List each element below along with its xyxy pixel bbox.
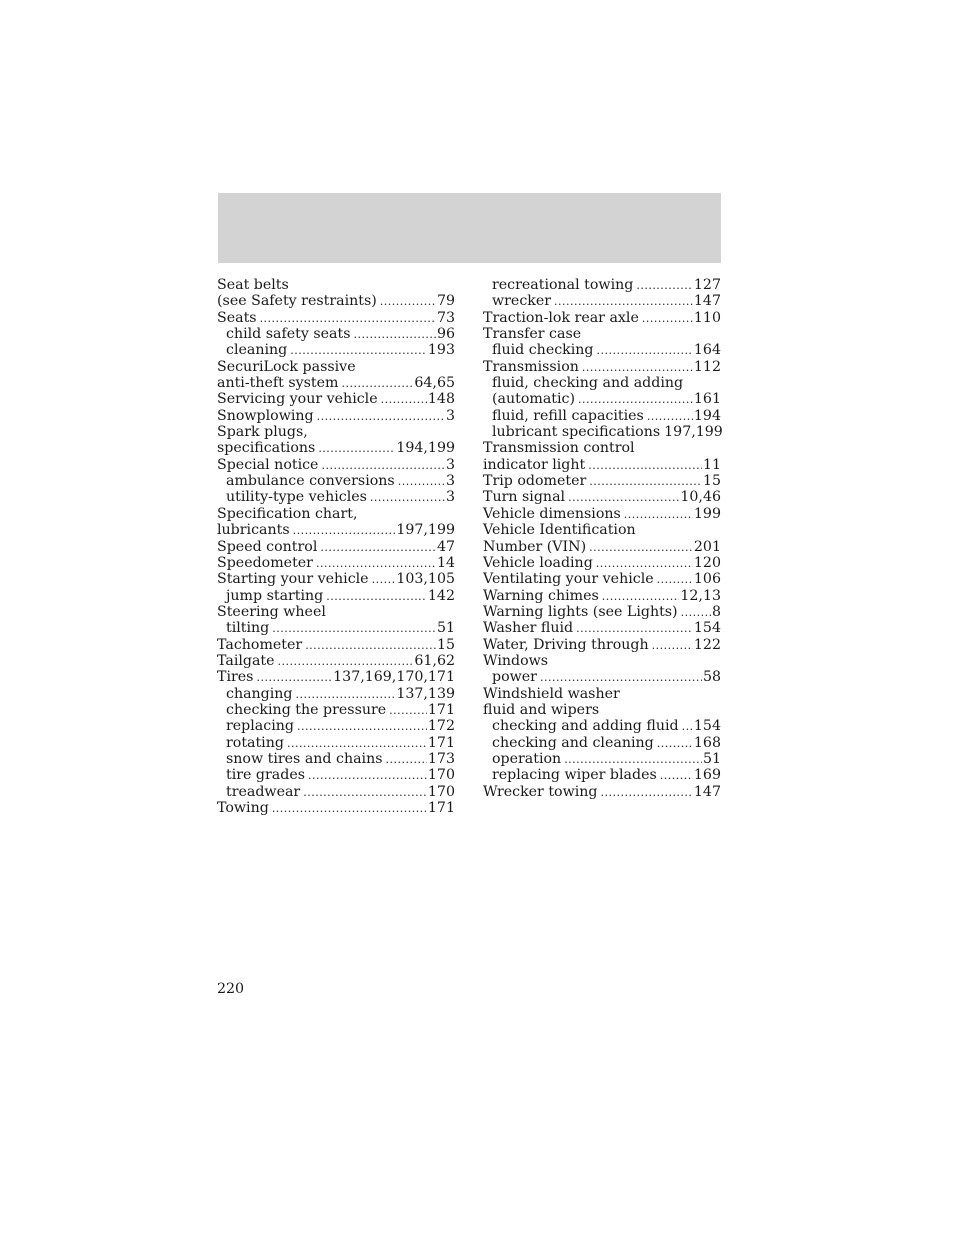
index-entry-term: checking and cleaning xyxy=(492,734,654,751)
index-entry-page: 14 xyxy=(436,554,455,571)
dot-leader xyxy=(381,392,427,408)
index-entry xyxy=(483,506,721,522)
index-entry xyxy=(483,620,721,636)
index-entry-term: Transfer case xyxy=(483,326,582,343)
index-entry-term: fluid checking xyxy=(492,342,594,359)
index-entry-term: checking and adding fluid xyxy=(492,718,679,735)
dot-leader xyxy=(660,768,693,784)
index-entry-term: Seats xyxy=(217,309,257,326)
dot-leader xyxy=(370,490,445,506)
index-entry-term: jump starting xyxy=(226,587,324,604)
index-entry-page: 154 xyxy=(693,620,721,637)
index-entry-term: rotating xyxy=(226,734,284,751)
index-entry-term: lubricant specifications xyxy=(492,424,661,441)
dot-leader xyxy=(297,719,427,735)
index-entry xyxy=(483,751,721,767)
dot-leader xyxy=(272,801,427,817)
index-entry-page: 47 xyxy=(436,538,455,555)
index-entry-page: 12,13 xyxy=(680,587,721,604)
index-entry-page: 79 xyxy=(436,293,455,310)
index-entry-term: Speedometer xyxy=(217,554,313,571)
index-entry-page: 161 xyxy=(693,391,721,408)
index-entry-term: tire grades xyxy=(226,767,306,784)
index-entry-page: 58 xyxy=(702,669,721,686)
index-entry xyxy=(483,555,721,571)
index-entry-page: 110 xyxy=(693,309,721,326)
index-entry xyxy=(217,718,455,734)
index-entry xyxy=(217,473,455,489)
dot-leader xyxy=(389,703,427,719)
index-entry xyxy=(217,277,455,293)
index-entry-term: indicator light xyxy=(483,456,586,473)
index-entry xyxy=(217,571,455,587)
index-entry-term: Number (VIN) xyxy=(483,538,587,555)
index-entry-term: ambulance conversions xyxy=(226,473,395,490)
index-entry xyxy=(483,473,721,489)
dot-leader xyxy=(554,294,693,310)
index-entry-page: 8 xyxy=(711,603,721,620)
index-entry xyxy=(483,718,721,734)
index-entry xyxy=(483,702,721,718)
dot-leader xyxy=(576,621,693,637)
index-entry-term: Starting your vehicle xyxy=(217,571,369,588)
index-entry xyxy=(217,751,455,767)
index-entry xyxy=(483,440,721,456)
index-entry-page: 168 xyxy=(693,734,721,751)
index-entry xyxy=(483,359,721,375)
index-entry-term: fluid, checking and adding xyxy=(492,375,684,392)
index-entry-term: changing xyxy=(226,685,293,702)
index-entry-term: cleaning xyxy=(226,342,288,359)
page-number: 220 xyxy=(217,981,245,997)
dot-leader xyxy=(624,507,693,523)
index-entry-page: 120 xyxy=(693,554,721,571)
dot-leader xyxy=(372,572,396,588)
index-entry xyxy=(483,489,721,505)
index-entry xyxy=(483,588,721,604)
dot-leader xyxy=(682,719,693,735)
index-entry-term: Vehicle dimensions xyxy=(483,505,621,522)
dot-leader xyxy=(602,589,680,605)
index-entry-page: 10,46 xyxy=(680,489,721,506)
dot-leader xyxy=(308,768,427,784)
index-entry-term: Vehicle loading xyxy=(483,554,593,571)
dot-leader xyxy=(652,638,693,654)
index-entry xyxy=(217,767,455,783)
index-entry-term: checking the pressure xyxy=(226,701,387,718)
index-entry-page: 147 xyxy=(693,783,721,800)
dot-leader xyxy=(303,785,427,801)
index-entry-term: Vehicle Identification xyxy=(483,522,636,539)
dot-leader xyxy=(305,638,436,654)
index-entry-term: Warning chimes xyxy=(483,587,599,604)
index-entry-term: specifications xyxy=(217,440,316,457)
index-entry xyxy=(483,784,721,800)
index-entry-page: 11 xyxy=(702,456,721,473)
index-entry xyxy=(217,457,455,473)
index-entry xyxy=(483,637,721,653)
index-entry-term: Towing xyxy=(217,800,269,816)
index-entry xyxy=(217,424,455,440)
index-entry-term: anti-theft system xyxy=(217,375,339,392)
index-entry xyxy=(483,767,721,783)
index-entry-term: Windshield washer xyxy=(483,685,620,702)
index-entry-term: fluid, refill capacities xyxy=(492,407,644,424)
dot-leader xyxy=(256,670,332,686)
index-entry-page: 3 xyxy=(445,489,455,506)
dot-leader xyxy=(287,736,427,752)
index-entry xyxy=(217,391,455,407)
index-entry-term: Speed control xyxy=(217,538,318,555)
index-entry xyxy=(483,457,721,473)
index-entry-page: 170 xyxy=(427,767,455,784)
dot-leader xyxy=(317,409,445,425)
index-entry-page: 61,62 xyxy=(414,652,455,669)
index-entry xyxy=(217,555,455,571)
index-entry-term: SecuriLock passive xyxy=(217,358,356,375)
index-entry xyxy=(217,489,455,505)
header-band xyxy=(218,193,721,263)
index-entry-page: 96 xyxy=(436,326,455,343)
dot-leader xyxy=(647,409,693,425)
dot-leader xyxy=(353,327,435,343)
dot-leader xyxy=(657,736,693,752)
index-entry-term: operation xyxy=(492,750,562,767)
index-entry-term: Specification chart, xyxy=(217,505,358,522)
index-entry xyxy=(483,522,721,538)
index-entry xyxy=(217,539,455,555)
index-entry-page: 169 xyxy=(693,767,721,784)
index-entry-term: recreational towing xyxy=(492,277,634,293)
index-entry-term: Snowplowing xyxy=(217,407,314,424)
index-entry-term: lubricants xyxy=(217,522,290,539)
index-entry-page: 3 xyxy=(445,473,455,490)
index-entry-term: Special notice xyxy=(217,456,319,473)
index-entry xyxy=(217,506,455,522)
dot-leader xyxy=(601,785,693,801)
index-entry-term: snow tires and chains xyxy=(226,750,383,767)
index-entry-page: 3 xyxy=(445,407,455,424)
index-entry-page: 73 xyxy=(436,309,455,326)
dot-leader xyxy=(272,621,436,637)
index-entry xyxy=(217,522,455,538)
index-entry-page: 122 xyxy=(693,636,721,653)
index-entry xyxy=(217,440,455,456)
index-entry xyxy=(483,326,721,342)
dot-leader xyxy=(596,556,693,572)
index-entry-term: Tailgate xyxy=(217,652,275,669)
dot-leader xyxy=(318,441,395,457)
index-entry-page: 15 xyxy=(436,636,455,653)
index-entry xyxy=(217,702,455,718)
dot-leader xyxy=(320,540,436,556)
dot-leader xyxy=(380,294,436,310)
dot-leader xyxy=(589,474,702,490)
index-entry-page: 201 xyxy=(693,538,721,555)
index-column-left xyxy=(217,277,455,816)
index-entry xyxy=(483,539,721,555)
index-entry xyxy=(483,408,721,424)
index-entry-page: 3 xyxy=(445,456,455,473)
index-entry xyxy=(217,653,455,669)
dot-leader xyxy=(657,572,693,588)
index-entry-term: Traction-lok rear axle xyxy=(483,309,639,326)
index-entry-page: 51 xyxy=(702,750,721,767)
index-entry xyxy=(217,342,455,358)
index-entry-term: Seat belts xyxy=(217,277,289,293)
dot-leader xyxy=(636,278,693,294)
index-entry xyxy=(217,784,455,800)
index-entry-term: Wrecker towing xyxy=(483,783,598,800)
index-entry xyxy=(217,408,455,424)
dot-leader xyxy=(578,392,693,408)
index-entry xyxy=(483,277,721,293)
index-entry-term: (see Safety restraints) xyxy=(217,293,377,310)
dot-leader xyxy=(296,687,396,703)
dot-leader xyxy=(589,540,693,556)
index-entry-term: Trip odometer xyxy=(483,473,587,490)
index-entry-term: power xyxy=(492,669,537,686)
dot-leader xyxy=(540,670,702,686)
index-entry xyxy=(483,571,721,587)
index-entry xyxy=(483,653,721,669)
dot-leader xyxy=(398,474,445,490)
index-entry-term: Spark plugs, xyxy=(217,424,308,441)
index-entry-term: replacing wiper blades xyxy=(492,767,657,784)
index-entry-page: 173 xyxy=(427,750,455,767)
index-entry xyxy=(483,342,721,358)
index-entry-term: Steering wheel xyxy=(217,603,326,620)
index-entry xyxy=(217,800,455,816)
index-entry-term: Tachometer xyxy=(217,636,303,653)
index-entry-term: Windows xyxy=(483,652,549,669)
index-entry-page: 171 xyxy=(427,701,455,718)
index-entry-page: 127 xyxy=(693,277,721,293)
index-entry-term: treadwear xyxy=(226,783,301,800)
index-entry xyxy=(217,293,455,309)
index-entry-page: 194,199 xyxy=(396,440,455,457)
index-entry-page: 172 xyxy=(427,718,455,735)
dot-leader xyxy=(597,343,693,359)
index-entry-page: 137,169,170,171 xyxy=(333,669,455,686)
index-entry xyxy=(217,686,455,702)
index-entry-page: 148 xyxy=(427,391,455,408)
index-entry xyxy=(483,310,721,326)
dot-leader xyxy=(341,376,413,392)
index-entry-page: 64,65 xyxy=(414,375,455,392)
index-entry xyxy=(483,735,721,751)
index-entry-term: Servicing your vehicle xyxy=(217,391,378,408)
index-entry-term: Transmission xyxy=(483,358,579,375)
dot-leader xyxy=(316,556,436,572)
index-entry xyxy=(217,310,455,326)
index-entry xyxy=(483,686,721,702)
index-entry xyxy=(217,637,455,653)
index-entry-page: 154 xyxy=(693,718,721,735)
index-entry xyxy=(217,375,455,391)
index-entry-term: child safety seats xyxy=(226,326,351,343)
index-entry xyxy=(217,359,455,375)
index-entry-term: Tires xyxy=(217,669,254,686)
index-entry-page: 147 xyxy=(693,293,721,310)
index-entry xyxy=(217,735,455,751)
dot-leader xyxy=(386,752,427,768)
index-column-right xyxy=(483,277,721,800)
index-entry-term: Ventilating your vehicle xyxy=(483,571,654,588)
index-entry-page: 15 xyxy=(702,473,721,490)
index-entry-page: 199 xyxy=(693,505,721,522)
index-entry xyxy=(483,293,721,309)
index-entry xyxy=(217,588,455,604)
index-entry-term: Water, Driving through xyxy=(483,636,649,653)
index-entry-term: Turn signal xyxy=(483,489,566,506)
index-entry-page: 106 xyxy=(693,571,721,588)
index-entry xyxy=(483,669,721,685)
index-entry xyxy=(483,604,721,620)
dot-leader xyxy=(588,458,702,474)
index-entry-term: Transmission control xyxy=(483,440,635,457)
index-entry-term: utility-type vehicles xyxy=(226,489,367,506)
index-entry xyxy=(217,669,455,685)
index-entry-page: 197,199 xyxy=(396,522,455,539)
index-entry-page: 164 xyxy=(693,342,721,359)
index-entry-page: 103,105 xyxy=(396,571,455,588)
dot-leader xyxy=(568,490,679,506)
dot-leader xyxy=(564,752,702,768)
index-entry-page: 193 xyxy=(427,342,455,359)
index-entry-page: 137,139 xyxy=(396,685,455,702)
index-entry-term: Washer fluid xyxy=(483,620,574,637)
dot-leader xyxy=(293,523,396,539)
index-entry xyxy=(217,620,455,636)
index-entry-page: 51 xyxy=(436,620,455,637)
index-entry-page: 142 xyxy=(427,587,455,604)
index-entry-page: 171 xyxy=(427,800,455,816)
index-entry-term: fluid and wipers xyxy=(483,701,600,718)
dot-leader xyxy=(290,343,427,359)
index-entry-term: wrecker xyxy=(492,293,552,310)
index-entry-term: tilting xyxy=(226,620,270,637)
dot-leader xyxy=(321,458,445,474)
index-entry-term: (automatic) xyxy=(492,391,576,408)
index-entry-term: Warning lights (see Lights) xyxy=(483,603,678,620)
index-entry-page: 194 xyxy=(693,407,721,424)
index-entry xyxy=(483,375,721,391)
index-entry-term: replacing xyxy=(226,718,294,735)
index-entry xyxy=(217,326,455,342)
index-entry-page: 171 xyxy=(427,734,455,751)
index-entry-page: 170 xyxy=(427,783,455,800)
index-entry xyxy=(483,424,721,440)
index-entry-page: 197,199 xyxy=(664,424,723,441)
dot-leader xyxy=(260,311,436,327)
index-entry xyxy=(217,604,455,620)
index-entry xyxy=(483,391,721,407)
dot-leader xyxy=(278,654,414,670)
dot-leader xyxy=(642,311,693,327)
dot-leader xyxy=(582,360,693,376)
dot-leader xyxy=(681,605,711,621)
index-entry-page: 112 xyxy=(693,358,721,375)
dot-leader xyxy=(326,589,427,605)
